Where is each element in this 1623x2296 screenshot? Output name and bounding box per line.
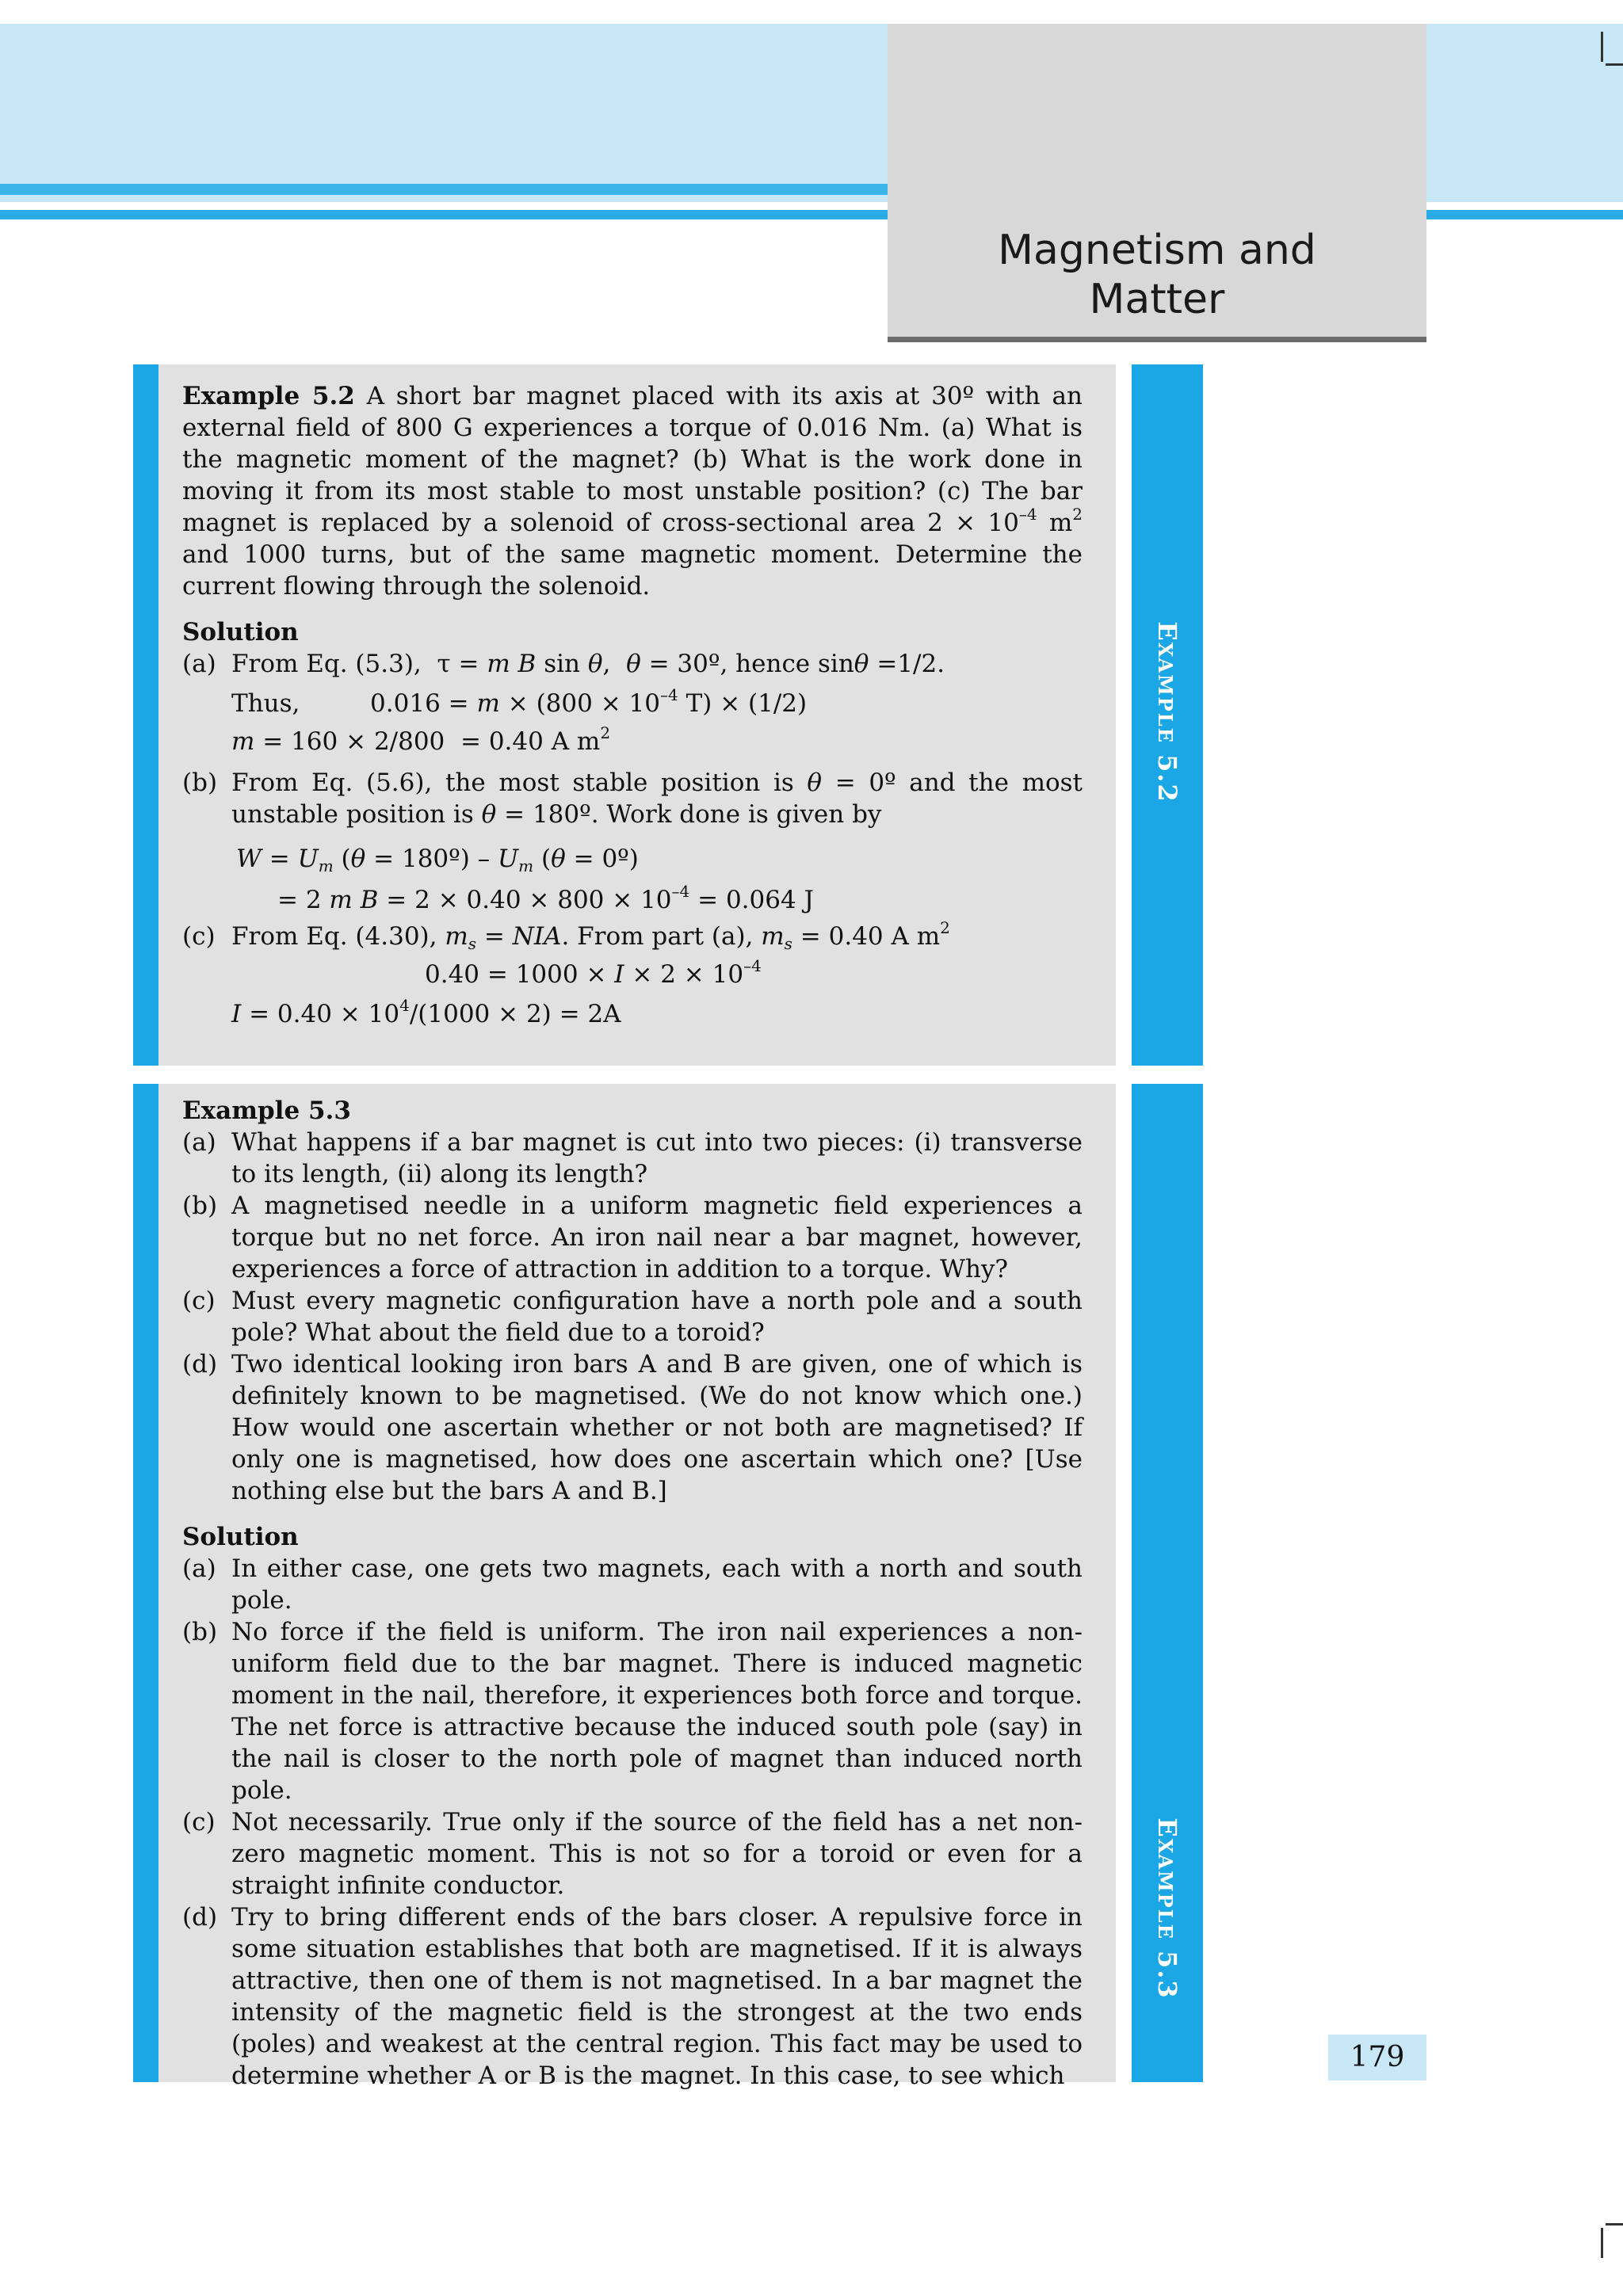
example-5-2-solution-b bbox=[182, 767, 1083, 830]
page-number: 179 bbox=[1328, 2035, 1426, 2081]
example-5-3-solution-heading: Solution bbox=[182, 1523, 299, 1551]
chapter-title-line2: Matter bbox=[1089, 276, 1225, 323]
solution-c-text: From Eq. (4.30), $m_s$ = NIA. From part (a), $m_s = 0.40$ A $m^2$ bbox=[231, 918, 950, 953]
panel-accent-bar bbox=[133, 364, 158, 1066]
example-5-2-content bbox=[182, 380, 1083, 1030]
answer-item bbox=[182, 1901, 1083, 2092]
example-5-2-sidebar bbox=[1132, 364, 1203, 1066]
solution-b-text: From Eq. (5.6), the most stable position is θ = 0º and the most unstable position is θ = 180º. Work done is given by bbox=[231, 769, 1083, 829]
answer-label: (b) bbox=[182, 1618, 218, 1646]
chapter-title-box bbox=[888, 24, 1426, 342]
solution-a-label: (a) bbox=[182, 650, 216, 678]
panel-accent-bar bbox=[133, 1084, 158, 2082]
answer-label: (c) bbox=[182, 1808, 216, 1836]
example-5-2-sidebar-label: EXAMPLE 5.2 bbox=[1152, 621, 1182, 803]
answer-item bbox=[182, 1553, 1083, 1616]
solution-a-text: From Eq. (5.3), τ = m B sin θ, θ = 30º, hence sinθ =1/2. bbox=[231, 650, 945, 678]
crop-mark-top-h bbox=[1606, 63, 1623, 66]
answer-text: Try to bring different ends of the bars closer. A repulsive force in some situation establishes that both are magnetised. If it is always attractive, then one of them is not magnetised. In a bar magnet the intensity of the magnetic field is the strongest at the two ends (poles) and weakest at the central region. This fact may be used to determine whether A or B is the magnet. In this case, to see which bbox=[231, 1903, 1083, 2090]
example-5-2-solution-a bbox=[182, 648, 1083, 680]
question-text: What happens if a bar magnet is cut into two pieces: (i) transverse to its length, (ii) along its length? bbox=[231, 1128, 1083, 1188]
solution-a-eq2: m = 160 × 2/800 = 0.40 A $m^2$ bbox=[231, 723, 611, 756]
question-text: A magnetised needle in a uniform magnetic field experiences a torque but no net force. An iron nail near a bar magnet, however, experiences a force of attraction in addition to a torque. Why? bbox=[231, 1192, 1083, 1283]
answer-item bbox=[182, 1806, 1083, 1901]
solution-c-label: (c) bbox=[182, 922, 216, 951]
answer-text: No force if the field is uniform. The iron nail experiences a non-uniform field due to the bar magnet. There is induced magnetic moment in the nail, therefore, it experiences both force and torque. The net force is attractive because the induced south pole (say) in the nail is closer to the north pole of magnet than induced north pole. bbox=[231, 1618, 1083, 1805]
question-item bbox=[182, 1190, 1083, 1285]
solution-b-eq2: = 2 m $B = 2 \times 0.40 \times 800 \times 10^{-4} = 0.064$ J bbox=[277, 882, 814, 914]
header-stripe-upper bbox=[0, 184, 888, 195]
chapter-title bbox=[888, 226, 1426, 324]
question-text: Must every magnetic configuration have a north pole and a south pole? What about the field due to a toroid? bbox=[231, 1287, 1083, 1347]
example-5-3-sidebar-label: EXAMPLE 5.3 bbox=[1152, 1817, 1182, 2000]
solution-a-eq1: Thus, $0.016 = m \times (800 \times 10^{-4}$ T) × (1/2) bbox=[231, 685, 808, 718]
solution-b-label: (b) bbox=[182, 769, 218, 797]
example-5-2-heading: Example 5.2 bbox=[182, 382, 355, 410]
solution-c-eq1: $0.40 = 1000 \times I \times 2 \times 10^{-4}$ bbox=[425, 956, 762, 989]
question-label: (a) bbox=[182, 1128, 216, 1157]
question-label: (b) bbox=[182, 1192, 218, 1220]
crop-mark-top-v bbox=[1601, 32, 1603, 62]
example-5-2-solution-heading: Solution bbox=[182, 618, 299, 646]
question-text: Two identical looking iron bars A and B are given, one of which is definitely known to be magnetised. (We do not know which one.) How would one ascertain whether or not both are magnetised? If only one is magnetised, how does one ascertain which one? [Use nothing else but the bars A and B.] bbox=[231, 1350, 1083, 1505]
solution-c-eq2: $I = 0.40 \times 10^4/(1000 \times 2) = 2A$ bbox=[231, 996, 621, 1028]
crop-mark-bottom-v bbox=[1601, 2228, 1603, 2258]
question-item bbox=[182, 1348, 1083, 1507]
example-5-2-solution-c bbox=[182, 918, 1083, 953]
example-5-2-question: Example 5.2 A short bar magnet placed with its axis at 30º with an external field of 800 G experiences a torque of 0.016 Nm. (a) What is the magnetic moment of the magnet? (b) What is the work done in moving it from its most stable to most unstable position? (c) The bar magnet is replaced by a solenoid of cross-sectional area $2 \times 10^{-4}$ $m^2$ and 1000 turns, but of the same magnetic moment. Determine the current flowing through the solenoid. bbox=[182, 382, 1083, 601]
example-5-3-content bbox=[182, 1095, 1083, 2092]
chapter-title-line1: Magnetism and bbox=[998, 227, 1316, 274]
crop-mark-bottom-h bbox=[1606, 2223, 1623, 2225]
question-label: (d) bbox=[182, 1350, 218, 1379]
example-5-3-heading: Example 5.3 bbox=[182, 1097, 351, 1125]
solution-b-eq1: $W = U_m$ (θ = 180º) – $U_m$ (θ = 0º) bbox=[236, 845, 639, 875]
question-item bbox=[182, 1285, 1083, 1348]
example-5-3-sidebar bbox=[1132, 1084, 1203, 2082]
answer-text: In either case, one gets two magnets, each with a north and south pole. bbox=[231, 1554, 1083, 1615]
answer-item bbox=[182, 1616, 1083, 1806]
answer-text: Not necessarily. True only if the source of the field has a net non-zero magnetic moment. This is not so for a toroid or even for a straight infinite conductor. bbox=[231, 1808, 1083, 1900]
question-item bbox=[182, 1127, 1083, 1190]
question-label: (c) bbox=[182, 1287, 216, 1315]
answer-label: (d) bbox=[182, 1903, 218, 1932]
answer-label: (a) bbox=[182, 1554, 216, 1583]
